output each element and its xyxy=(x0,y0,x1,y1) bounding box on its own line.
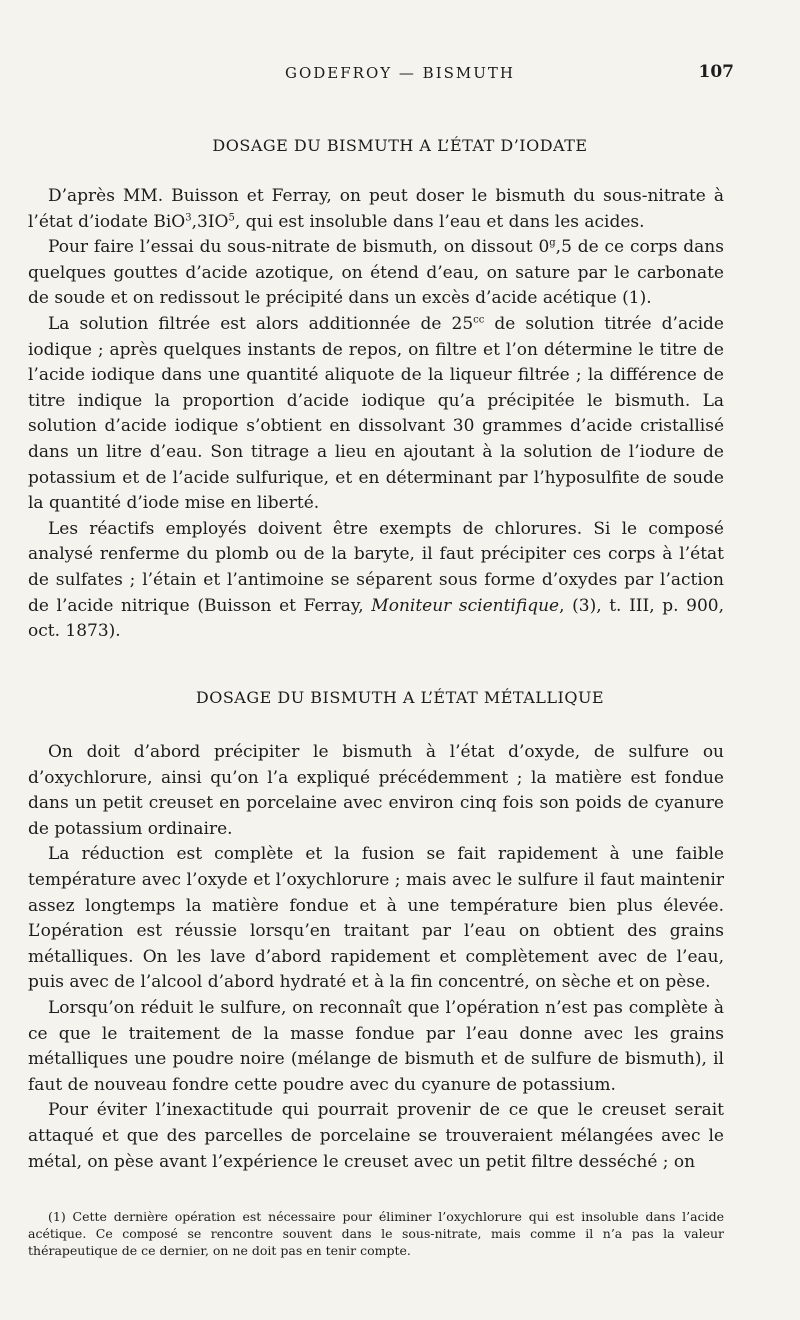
section-title-metallique: DOSAGE DU BISMUTH A L’ÉTAT MÉTALLIQUE xyxy=(195,688,605,707)
section-title-iodate: DOSAGE DU BISMUTH A L’ÉTAT D’IODATE xyxy=(212,136,588,155)
page-number: 107 xyxy=(698,62,734,82)
paragraph: Pour éviter l’inexactitude qui pourrait provenir de ce que le creuset serait attaqué et que des parcelles de porcelaine se trouveraient mélangées avec le métal, on pèse avant l’expérience le creuset avec un petit filtre desséché ; on xyxy=(28,1100,724,1172)
paragraph: Lorsqu’on réduit le sulfure, on reconnaît que l’opération n’est pas complète à ce que le traitement de la masse fondue par l’eau donne avec les grains métalliques une poudre noire (mélange de bismuth et de sulfure de bismuth), il faut de nouveau fondre cette poudre avec du cyanure de potassium. xyxy=(28,997,724,1095)
section-body-iodate xyxy=(28,184,724,645)
paragraph: La réduction est complète et la fusion se fait rapidement à une faible température avec l’oxyde et l’oxychlorure ; mais avec le sulfure il faut maintenir assez longtemps la matière fondue et à une température bien plus élevée. L’opération est réussie lorsqu’en traitant par l’eau on obtient des grains métalliques. On les lave d’abord rapidement et complètement avec de l’eau, puis avec de l’alcool d’abord hydraté et à la fin concentré, on sèche et on pèse. xyxy=(28,844,724,993)
running-title: GODEFROY — BISMUTH xyxy=(284,64,515,82)
footnotes xyxy=(28,1208,724,1260)
paragraph: Pour faire l’essai du sous-nitrate de bismuth, on dissout 0$^g$,5 de ce corps dans quelques gouttes d’acide azotique, on étend d’eau, on sature par le carbonate de soude et on redissout le précipité dans un excès d’acide acétique (1). xyxy=(28,237,724,309)
section-body-metallique xyxy=(28,740,724,1175)
paragraph: On doit d’abord précipiter le bismuth à l’état d’oxyde, de sulfure ou d’oxychlorure, ainsi qu’on l’a expliqué précédemment ; la matière est fondue dans un petit creuset en porcelaine avec environ cinq fois son poids de cyanure de potassium ordinaire. xyxy=(28,742,724,839)
footnote: (1) Cette dernière opération est nécessaire pour éliminer l’oxychlorure qui est insoluble dans l’acide acétique. Ce composé se rencontre souvent dans le sous-nitrate, mais comme il n’a pas la valeur thérapeutique de ce dernier, on ne doit pas en tenir compte. xyxy=(28,1209,724,1259)
paragraph: D’après MM. Buisson et Ferray, on peut doser le bismuth du sous-nitrate à l’état d’iodate $BiO^3,3IO^5$, qui est insoluble dans l’eau et dans les acides. xyxy=(28,186,724,232)
paragraph: Les réactifs employés doivent être exempts de chlorures. Si le composé analysé renferme du plomb ou de la baryte, il faut précipiter ces corps à l’état de sulfates ; l’étain et l’antimoine se séparent sous forme d’oxydes par l’action de l’acide nitrique (Buisson et Ferray, Moniteur scientifique, (3), t. III, p. 900, oct. 1873). xyxy=(28,518,725,642)
running-header xyxy=(0,62,800,86)
journal-citation: Moniteur scientifique xyxy=(371,595,560,616)
paragraph: La solution filtrée est alors additionnée de $25^{cc}$ de solution titrée d’acide iodique ; après quelques instants de repos, on filtre et l’on détermine le titre de l’acide iodique dans une quantité aliquote de la liqueur filtrée ; la différence de titre indique la proportion d’acide iodique qu’a précipitée le bismuth. La solution d’acide iodique s’obtient en dissolvant 30 grammes d’acide cristallisé dans un litre d’eau. Son titrage a lieu en ajoutant à la solution de l’iodure de potassium et de l’acide sulfurique, et en déterminant par l’hyposulfite de soude la quantité d’iode mise en liberté. xyxy=(28,313,724,514)
